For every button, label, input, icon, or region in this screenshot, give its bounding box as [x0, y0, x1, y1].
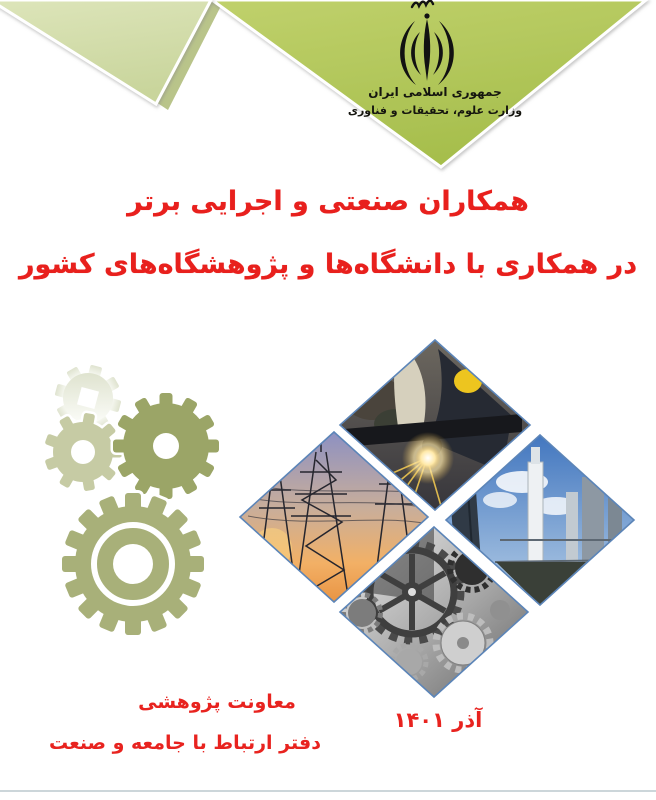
- footer-office-line: دفتر ارتباط با جامعه و صنعت: [49, 732, 321, 754]
- publication-date: آذر ۱۴۰۱: [393, 708, 483, 732]
- cover-title-line2: در همکاری با دانشگاه‌ها و پژوهشگاه‌های کشور: [18, 249, 638, 280]
- footer-deputy-line: معاونت پژوهشی: [138, 691, 296, 713]
- banner-ribbon: [0, 0, 646, 167]
- ministry-name-line1: جمهوری اسلامی ایران: [368, 85, 502, 99]
- ministry-name-line2: وزارت علوم، تحقیقات و فناوری: [347, 104, 523, 117]
- gears-graphic: [44, 365, 219, 635]
- cover-title-line1: همکاران صنعتی و اجرایی برتر: [127, 186, 529, 217]
